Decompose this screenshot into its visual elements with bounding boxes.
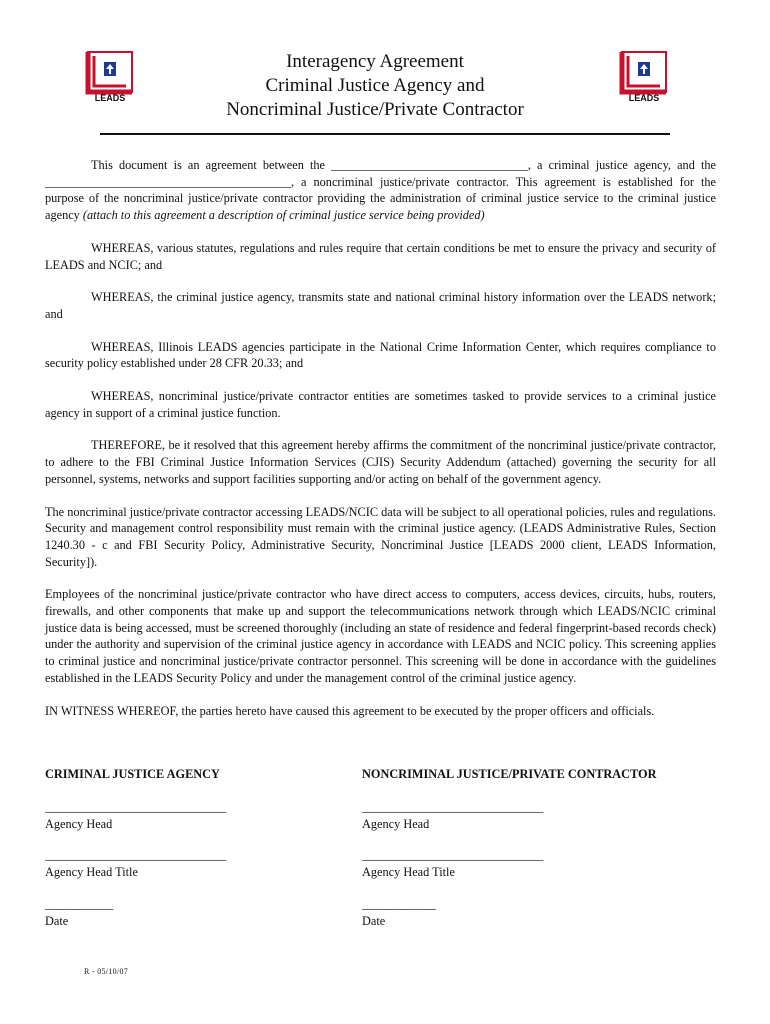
paragraph-whereas-2: WHEREAS, the criminal justice agency, transmits state and national criminal history information over the LEADS network; and	[45, 290, 716, 321]
paragraph-policies: The noncriminal justice/private contractor accessing LEADS/NCIC data will be subject to all operational policies, rules and regulations. Security and management control responsibility must remain with the criminal justice agency. (LEADS Administrative Rules, Section 1240.30 - c and FBI Security Policy, Administrative Security, Noncriminal Justice [LEADS 2000 client, LEADS Information, Security]).	[45, 504, 716, 569]
paragraph-whereas-1: WHEREAS, various statutes, regulations and rules require that certain conditions be met to ensure the privacy and security of LEADS and NCIC; and	[45, 240, 716, 272]
agency-head-title-line[interactable]: ________________________________	[45, 848, 226, 863]
logo-text: LEADS	[94, 93, 126, 103]
leads-logo-right	[616, 48, 672, 104]
paragraph-therefore: THEREFORE, be it resolved that this agreement hereby affirms the commitment of the noncriminal justice/private contractor, to adhere to the FBI Criminal Justice Information Services (CJIS) Security Addendum (attached) governing the security for all personnel, systems, networks and support facilities supporting and/or acting on behalf of the government agency.	[45, 438, 716, 486]
date-label: Date	[45, 914, 69, 929]
agency-head-title-line[interactable]: ________________________________	[362, 848, 543, 863]
document-title	[150, 50, 600, 122]
paragraph-whereas-4: WHEREAS, noncriminal justice/private contractor entities are sometimes tasked to provide services to a criminal justice agency in support of a criminal justice function.	[45, 389, 716, 420]
agency-head-label: Agency Head	[362, 816, 430, 831]
date-line[interactable]: _____________	[362, 897, 436, 912]
logo-text: LEADS	[628, 93, 660, 103]
revision-footer: R - 05/10/07	[84, 967, 129, 976]
leads-logo-left	[82, 48, 138, 104]
intro-text: This document is an agreement between the ________________________________, a criminal justice agency, and the ________________________________________, a noncriminal justice/private contractor. This agreement is established for the purpose of the noncriminal justice/private contractor providing the administration of criminal justice service to the criminal justice agency	[45, 158, 716, 223]
agency-head-signature-line[interactable]: ________________________________	[362, 799, 543, 814]
signature-column-contractor	[362, 766, 716, 945]
paragraph-whereas-3: WHEREAS, Illinois LEADS agencies participate in the National Crime Information Center, which requires compliance to security policy established under 28 CFR 20.33; and	[45, 339, 716, 371]
paragraph-screening: Employees of the noncriminal justice/private contractor who have direct access to computers, access devices, circuits, hubs, routers, firewalls, and other components that make up and support the telecommunications network through which LEADS/NCIC criminal justice data is being accessed, must be screened thoroughly (including an state of residence and federal fingerprint-based records check) under the authority and supervision of the criminal justice agency in accordance with LEADS and NCIC policy. This screening applies to criminal justice and noncriminal justice/private contractor personnel. This screening will be done in accordance with the guidelines established in the LEADS Security Policy and under the management control of the criminal justice agency.	[45, 587, 716, 685]
leads-seal-icon	[616, 48, 672, 104]
agency-head-title-label: Agency Head Title	[362, 865, 455, 880]
date-label: Date	[362, 914, 386, 929]
title-line-2: Criminal Justice Agency and	[265, 75, 485, 96]
paragraph-witness: IN WITNESS WHEREOF, the parties hereto have caused this agreement to be executed by the proper officers and officials.	[45, 703, 655, 718]
title-line-3: Noncriminal Justice/Private Contractor	[226, 99, 524, 120]
date-line[interactable]: ____________	[45, 897, 113, 912]
agency-head-title-label: Agency Head Title	[45, 865, 138, 880]
intro-italic-note: (attach to this agreement a description of criminal justice service being provided)	[82, 208, 485, 223]
title-line-1: Interagency Agreement	[286, 51, 464, 72]
title-divider	[100, 133, 670, 135]
paragraph-intro	[45, 157, 716, 224]
agency-head-label: Agency Head	[45, 816, 113, 831]
signature-column-criminal-justice	[45, 766, 345, 945]
signature-heading-right: NONCRIMINAL JUSTICE/PRIVATE CONTRACTOR	[362, 767, 657, 781]
agency-head-signature-line[interactable]: ________________________________	[45, 799, 226, 814]
leads-seal-icon	[82, 48, 138, 104]
agreement-body	[45, 157, 716, 735]
signature-heading-left: CRIMINAL JUSTICE AGENCY	[45, 767, 220, 781]
